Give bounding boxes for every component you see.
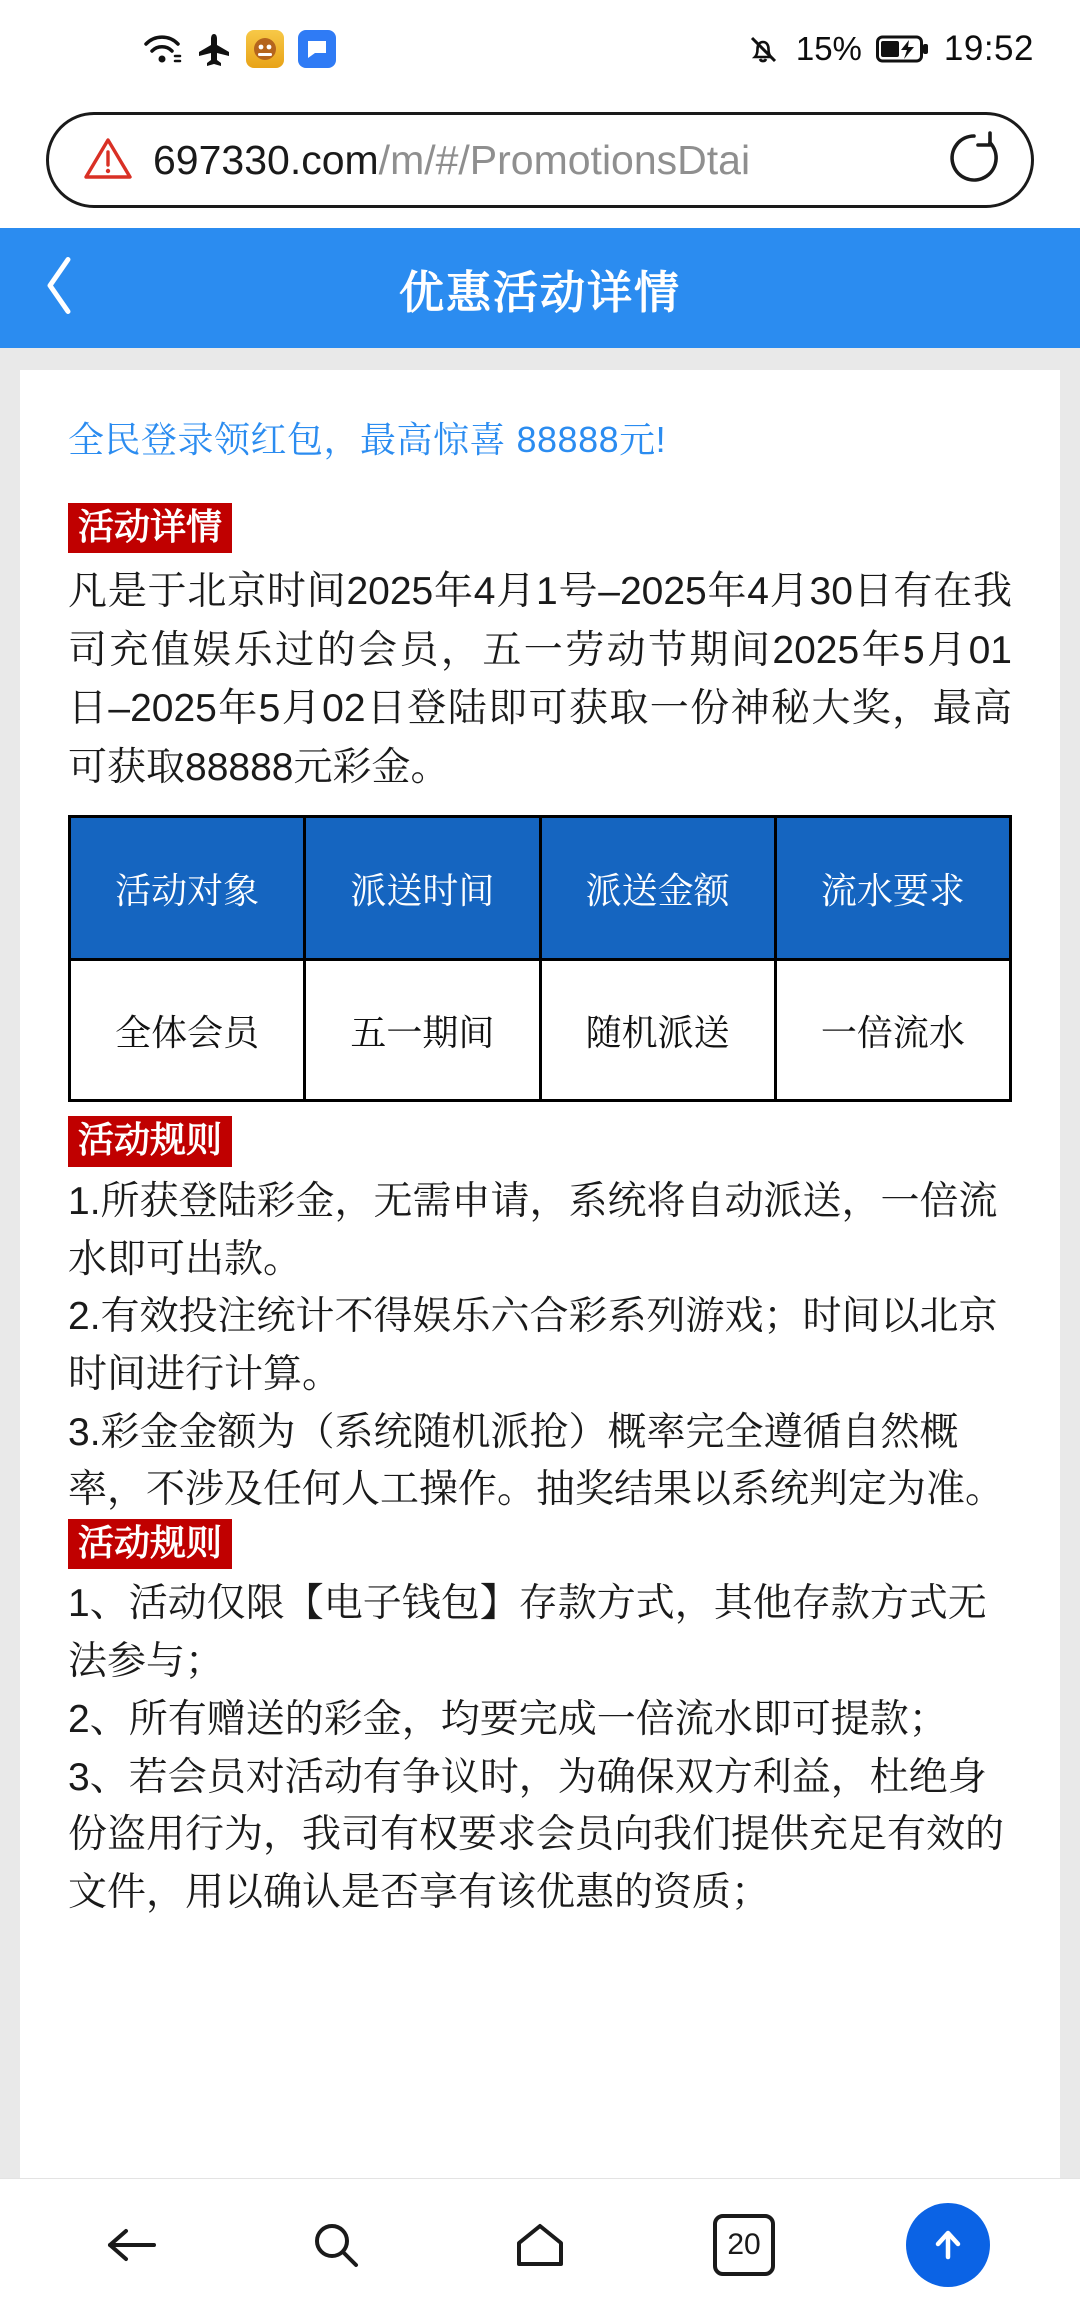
section-tag-rules-2: 活动规则 — [68, 1519, 232, 1569]
wifi-icon — [142, 32, 182, 66]
promotion-table — [68, 815, 1012, 1102]
promotion-card — [20, 370, 1060, 2210]
warning-triangle-icon — [83, 135, 133, 186]
back-chevron-icon[interactable] — [40, 254, 80, 323]
reload-icon[interactable] — [943, 127, 1005, 194]
app-icon-message — [298, 30, 336, 68]
section-details-text: 凡是于北京时间2025年4月1号–2025年4月30日有在我司充值娱乐过的会员，五一劳动节期间2025年5月01日–2025年5月02日登陆即可获取一份神秘大奖，最高可获取88888元彩金。 — [68, 570, 1012, 789]
tab-switcher-button[interactable] — [684, 2195, 804, 2295]
table-header-cell: 派送时间 — [305, 817, 540, 960]
table-header-row — [70, 817, 1011, 960]
table-cell: 一倍流水 — [775, 960, 1010, 1101]
airplane-mode-icon — [196, 32, 232, 66]
page-header — [0, 228, 1080, 348]
table-header-cell: 活动对象 — [70, 817, 305, 960]
address-bar[interactable] — [46, 112, 1034, 208]
browser-toolbar — [0, 98, 1080, 228]
home-icon[interactable] — [480, 2195, 600, 2295]
url-path: /m/#/PromotionsDtai — [378, 136, 751, 183]
arrow-up-icon — [906, 2203, 990, 2287]
arrow-back-icon[interactable] — [72, 2195, 192, 2295]
rule-item: 3.彩金金额为（系统随机派抢）概率完全遵循自然概率，不涉及任何人工操作。抽奖结果以系统判定为准。 — [68, 1410, 1005, 1512]
battery-charging-icon — [876, 34, 930, 64]
status-bar-right-icons — [744, 29, 1034, 69]
rule-item: 1.所获登陆彩金，无需申请，系统将自动派送，一倍流水即可出款。 — [68, 1179, 998, 1281]
scroll-to-top-button[interactable] — [888, 2195, 1008, 2295]
rule-item: 2.有效投注统计不得娱乐六合彩系列游戏；时间以北京时间进行计算。 — [68, 1295, 998, 1396]
promo-headline: 全民登录领红包，最高惊喜 88888元! — [68, 419, 667, 460]
table-cell: 五一期间 — [305, 960, 540, 1101]
rule-item: 3、若会员对活动有争议时，为确保双方利益，杜绝身份盗用行为，我司有权要求会员向我们提供充足有效的文件，用以确认是否享有该优惠的资质； — [68, 1755, 1005, 1915]
section-tag-rules-1: 活动规则 — [68, 1116, 232, 1166]
url-host: 697330.com — [153, 136, 379, 183]
table-cell: 全体会员 — [70, 960, 305, 1101]
bell-muted-icon — [744, 30, 782, 68]
section-tag-details: 活动详情 — [68, 503, 232, 553]
status-clock: 19:52 — [943, 29, 1034, 68]
search-icon[interactable] — [276, 2195, 396, 2295]
url-text[interactable] — [153, 137, 933, 184]
rule-item: 1、活动仅限【电子钱包】存款方式，其他存款方式无法参与； — [68, 1582, 987, 1684]
page-title: 优惠活动详情 — [398, 266, 681, 318]
table-header-cell: 流水要求 — [775, 817, 1010, 960]
battery-percent: 15% — [795, 30, 862, 67]
table-cell: 随机派送 — [540, 960, 775, 1101]
tab-count-label: 20 — [713, 2214, 775, 2276]
content-area — [0, 348, 1080, 2210]
status-bar-left-icons — [142, 30, 336, 68]
browser-bottom-nav — [0, 2178, 1080, 2310]
table-row — [70, 960, 1011, 1101]
table-header-cell: 派送金额 — [540, 817, 775, 960]
app-icon-yellow — [246, 30, 284, 68]
status-bar — [0, 0, 1080, 98]
rule-item: 2、所有赠送的彩金，均要完成一倍流水即可提款； — [68, 1697, 948, 1741]
